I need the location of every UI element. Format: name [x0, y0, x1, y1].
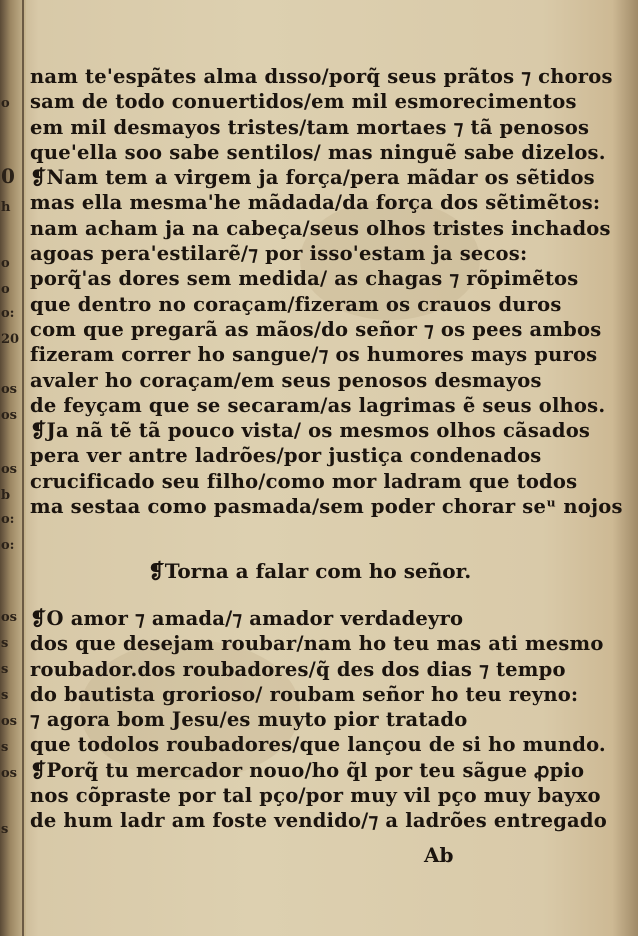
- text-line: fizeram correr ho sangue/⁊ os humores mays puros: [30, 343, 598, 367]
- text-line: sam de todo conuertidos/em mil esmorecimentos: [30, 90, 577, 114]
- margin-mark: os: [1, 462, 17, 477]
- body-text-top: [30, 64, 623, 519]
- margin-mark: os: [1, 714, 17, 729]
- text-line: do bautista grorioso/ roubam señor ho teu reyno:: [30, 682, 579, 706]
- text-line: nam te'espãtes alma dısso/porq̃ seus prãtos ⁊ choros: [30, 65, 613, 88]
- text-line: que dentro no coraçam/fizeram os crauos duros: [30, 292, 562, 316]
- text-line: que'ella soo sabe sentilos/ mas ninguẽ sabe dizelos.: [30, 140, 606, 164]
- text-line: que todolos roubadores/que lançou de si ho mundo.: [30, 733, 606, 757]
- margin-mark: s: [1, 688, 9, 703]
- signature-mark: Ab: [424, 843, 454, 867]
- margin-mark: 20: [1, 332, 20, 347]
- margin-mark: s: [1, 662, 9, 677]
- margin-mark: os: [1, 610, 17, 625]
- margin-mark: o: [1, 256, 10, 271]
- text-line: ❡Ja nã tẽ tã pouco vista/ os mesmos olhos cãsados: [30, 419, 591, 443]
- text-line: pera ver antre ladrões/por justiça condenados: [30, 444, 542, 468]
- text-line: crucificado seu filho/como mor ladram que todos: [30, 469, 578, 493]
- text-line: com que pregarã as mãos/do señor ⁊ os pees ambos: [30, 317, 602, 341]
- margin-mark: o: [1, 96, 10, 111]
- text-line: nos cõpraste por tal pço/por muy vil pço muy bayxo: [30, 784, 601, 808]
- text-line: ❡Nam tem a virgem ja força/pera mãdar os sẽtidos: [30, 166, 595, 190]
- gutter-edge: [22, 0, 24, 936]
- text-line: ma sestaa como pasmada/sem poder chorar seᵘ nojos: [30, 495, 623, 519]
- body-text-bottom: [30, 606, 607, 834]
- margin-mark: b: [1, 488, 11, 503]
- margin-mark: o:: [1, 538, 15, 553]
- section-heading: ❡Torna a falar com ho señor.: [148, 559, 472, 583]
- text-line: em mil desmayos tristes/tam mortaes ⁊ tã penosos: [30, 115, 590, 139]
- margin-mark: 0: [1, 164, 15, 188]
- text-line: avaler ho coraçam/em seus penosos desmayos: [30, 368, 542, 392]
- margin-mark: s: [1, 740, 9, 755]
- margin-mark: o:: [1, 512, 15, 527]
- text-line: dos que desejam roubar/nam ho teu mas ati mesmo: [30, 632, 604, 656]
- text-line: ❡O amor ⁊ amada/⁊ amador verdadeyro: [30, 607, 464, 630]
- margin-mark: os: [1, 766, 17, 781]
- margin-mark: s: [1, 636, 9, 651]
- margin-mark: os: [1, 382, 17, 397]
- margin-mark: s: [1, 822, 9, 837]
- text-line: de feyçam que se secaram/as lagrimas ẽ seus olhos.: [30, 393, 606, 417]
- text-line: de hum ladr am foste vendido/⁊ a ladrões entregado: [30, 809, 607, 833]
- margin-mark: h: [1, 200, 11, 215]
- text-line: agoas pera'estilarẽ/⁊ por isso'estam ja secos:: [30, 242, 528, 266]
- text-line: roubador.dos roubadores/q̃ des dos dias ⁊ tempo: [30, 657, 566, 681]
- margin-mark: os: [1, 408, 17, 423]
- text-line: porq̃'as dores sem medida/ as chagas ⁊ rõpimẽtos: [30, 267, 579, 291]
- text-line: nam acham ja na cabeça/seus olhos tristes inchados: [30, 216, 611, 240]
- text-line: mas ella mesma'he mãdada/da força dos sẽtimẽtos:: [30, 191, 601, 215]
- text-line: ⁊ agora bom Jesu/es muyto pior tratado: [30, 708, 468, 732]
- text-line: ❡Porq̃ tu mercador nouo/ho q̃l por teu sãgue ꝓpio: [30, 758, 585, 782]
- margin-mark: o:: [1, 306, 15, 321]
- margin-mark: o: [1, 282, 10, 297]
